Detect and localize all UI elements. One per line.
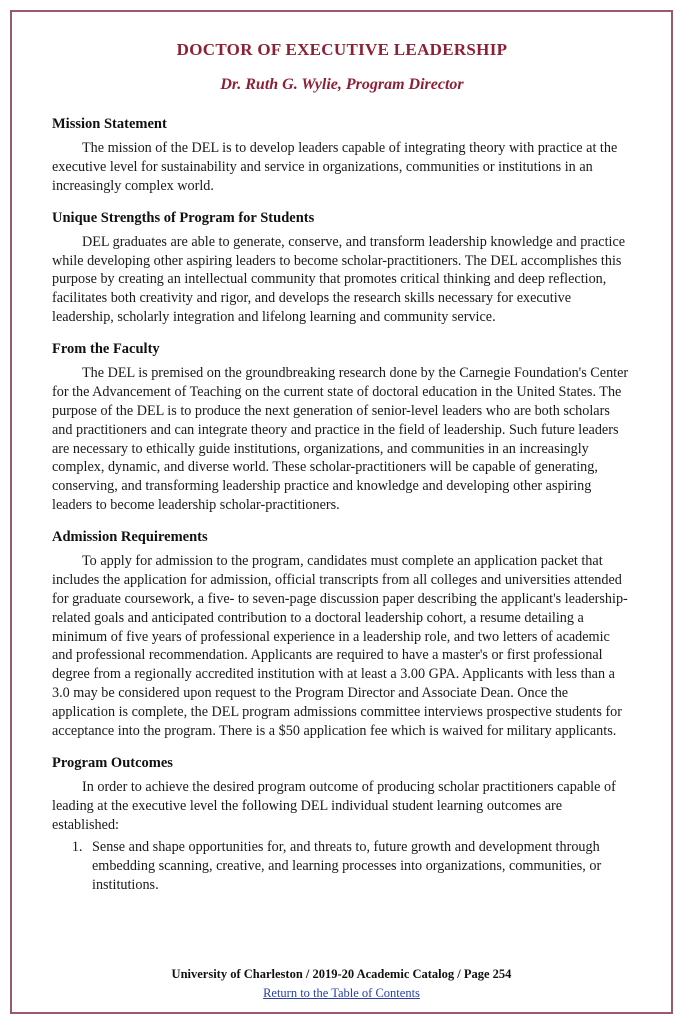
section-paragraph-mission-statement: The mission of the DEL is to develop leaders capable of integrating theory with practice at the executive level for sustainability and service in organizations, communities or institutions in an increasingly complex world.: [52, 140, 618, 194]
section-heading-from-the-faculty: From the Faculty: [52, 341, 160, 357]
page-title: DOCTOR OF EXECUTIVE LEADERSHIP: [176, 40, 508, 59]
section-heading-unique-strengths: Unique Strengths of Program for Students: [52, 209, 315, 226]
page-footer: [0, 967, 683, 1002]
return-to-table-of-contents-link[interactable]: Return to the Table of Contents: [263, 986, 420, 1000]
section-paragraph-admission-requirements: To apply for admission to the program, candidates must complete an application packet that includes the application for admission, official transcripts from all colleges and universities attended for graduate coursework, a five- to seven-page discussion paper describing the applicant's leadership-related goals and anticipated contribution to a doctoral leadership cohort, a resume detailing a minimum of five years of professional experience in a leadership role, and two letters of academic and professional recommendation. Applicants are required to have a master's or first professional degree from a regionally accredited institution with at least a 3.00 GPA. Applicants with less than a 3.0 may be considered upon request to the Program Director and Associate Dean. Once the application is complete, the DEL program admissions committee interviews prospective students for acceptance into the program. There is a $50 application fee which is waived for military applicants.: [52, 553, 628, 739]
section-heading-mission-statement: Mission Statement: [52, 116, 167, 132]
list-item: 1. Sense and shape opportunities for, and threats to, future growth and development through embedding scanning, creative, and learning processes into organizations, communities, or institutions.: [86, 838, 632, 895]
program-director-subtitle: Dr. Ruth G. Wylie, Program Director: [220, 76, 464, 93]
page-content: [52, 40, 632, 897]
section-paragraph-unique-strengths: DEL graduates are able to generate, conserve, and transform leadership knowledge and practice while developing other aspiring leaders to become scholar-practitioners. The DEL accomplishes this purpose by creating an intellectual community that promotes critical thinking and deep reflection, facilitates both creativity and rigor, and develops the research skills necessary for executive leadership, scholarly integration and lifelong learning and community service.: [52, 233, 626, 326]
program-outcomes-list: [52, 838, 632, 895]
section-paragraph-program-outcomes: In order to achieve the desired program outcome of producing scholar practitioners capable of leading at the executive level the following DEL individual student learning outcomes are established:: [52, 778, 616, 833]
footer-citation: University of Charleston / 2019-20 Academic Catalog / Page 254: [171, 967, 512, 981]
section-heading-admission-requirements: Admission Requirements: [52, 529, 208, 545]
section-heading-program-outcomes: Program Outcomes: [52, 754, 173, 771]
section-paragraph-from-the-faculty: The DEL is premised on the groundbreaking research done by the Carnegie Foundation's Center for the Advancement of Teaching on the current state of doctoral education in the United States. The purpose of the DEL is to produce the next generation of senior-level leaders who are both scholars and practitioners and can integrate theory and practice in the field of leadership. Such future leaders are necessary to ethically guide institutions, organizations, and communities in an increasingly complex, dynamic, and diverse world. These scholar-practitioners will be capable of generating, conserving, and transforming leadership practice and knowledge and developing other aspiring leaders to become leadership scholar-practitioners.: [52, 365, 629, 514]
